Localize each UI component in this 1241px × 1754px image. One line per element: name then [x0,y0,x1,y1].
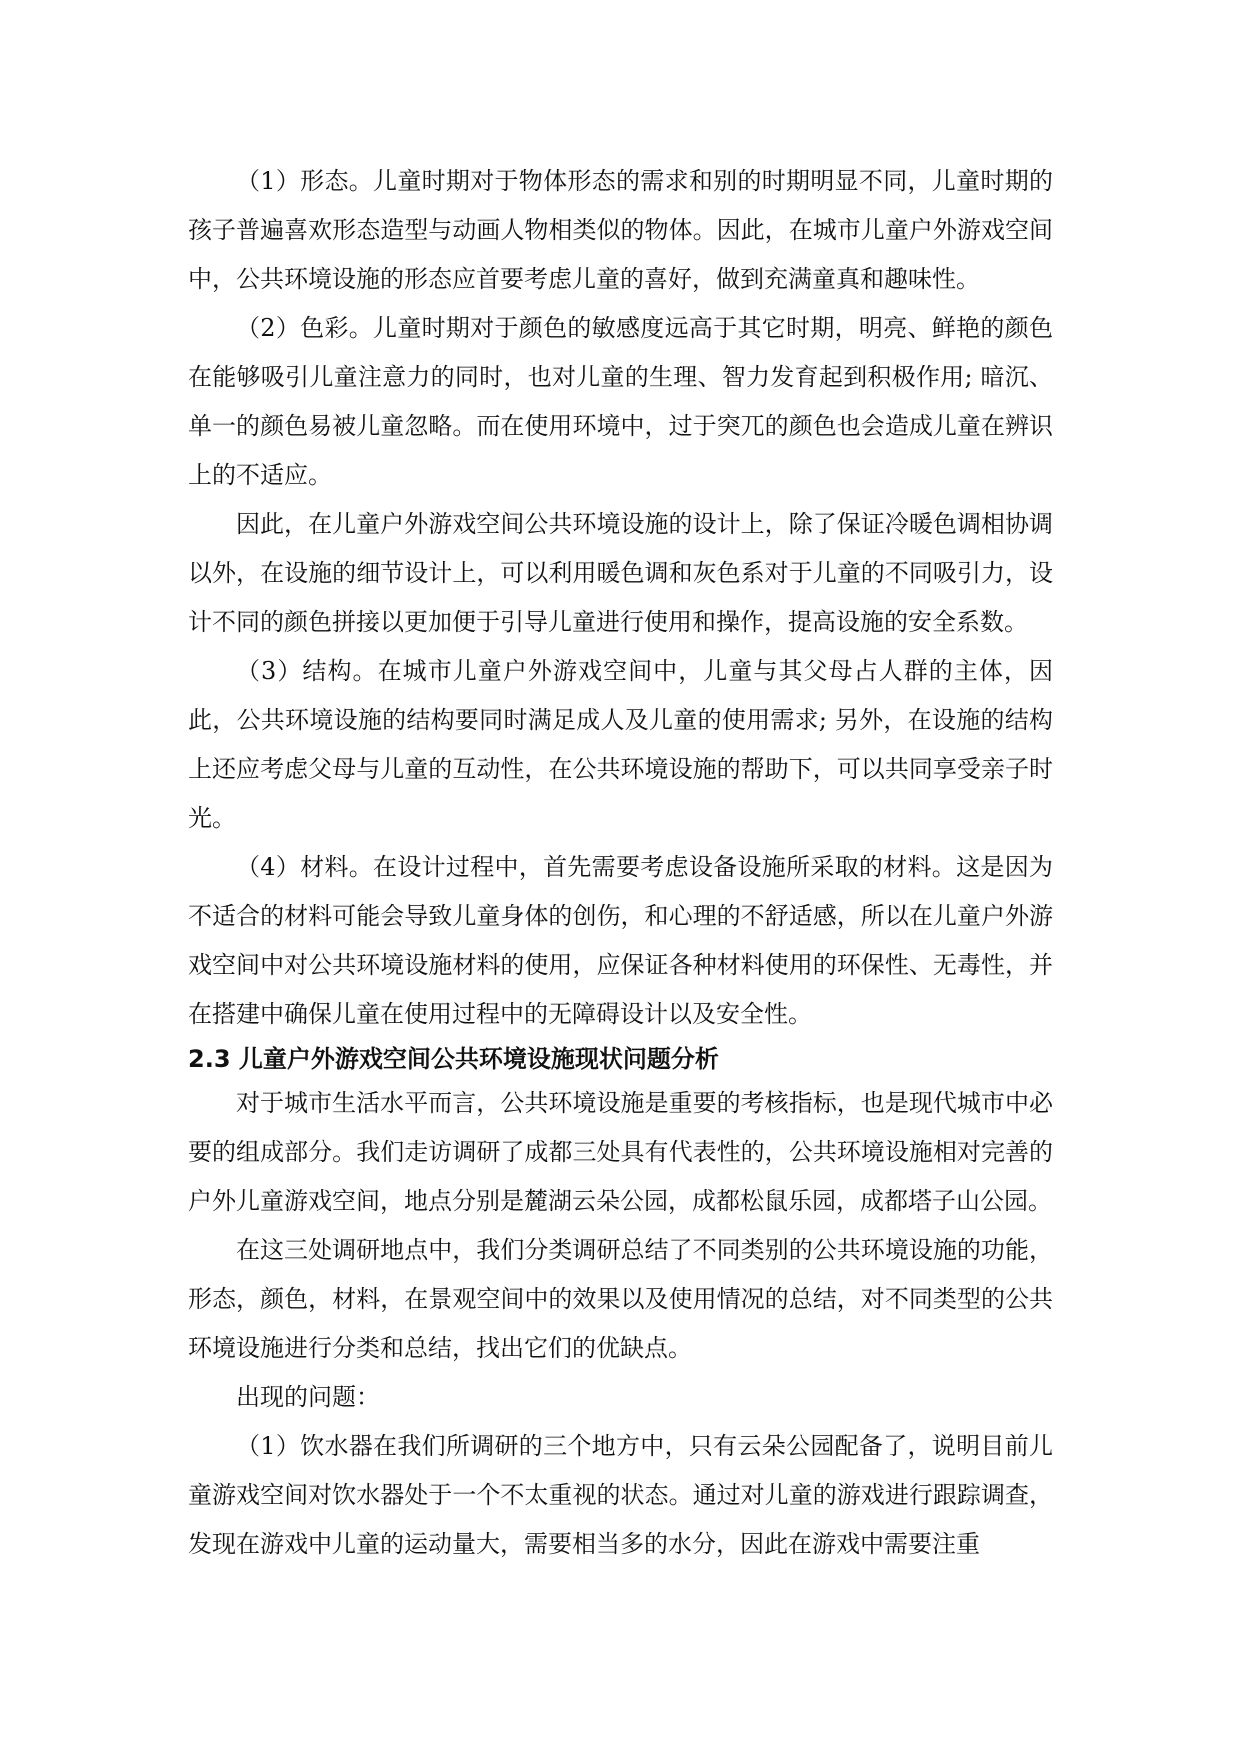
section-heading: 2.3 儿童户外游戏空间公共环境设施现状问题分析 [188,1045,719,1073]
paragraph-color-design: 因此，在儿童户外游戏空间公共环境设施的设计上，除了保证冷暖色调相协调以外，在设施的细节设计上，可以利用暖色调和灰色系对于儿童的不同吸引力，设计不同的颜色拼接以更加便于引导儿童进行使用和操作，提高设施的安全系数。 [188,510,1053,636]
paragraph-structure: （3）结构。在城市儿童户外游戏空间中，儿童与其父母占人群的主体，因此，公共环境设施的结构要同时满足成人及儿童的使用需求; 另外，在设施的结构上还应考虑父母与儿童的互动性，在公共环境设施的帮助下，可以共同享受亲子时光。 [188,657,1053,832]
paragraph-survey-method: 在这三处调研地点中，我们分类调研总结了不同类别的公共环境设施的功能，形态，颜色，材料，在景观空间中的效果以及使用情况的总结，对不同类型的公共环境设施进行分类和总结，找出它们的优缺点。 [188,1236,1053,1362]
paragraph-drinking-fountain: （1）饮水器在我们所调研的三个地方中，只有云朵公园配备了，说明目前儿童游戏空间对饮水器处于一个不太重视的状态。通过对儿童的游戏进行跟踪调查，发现在游戏中儿童的运动量大，需要相当多的水分，因此在游戏中需要注重 [188,1432,1053,1558]
paragraph-problems-label: 出现的问题： [236,1383,380,1411]
paragraph-material: （4）材料。在设计过程中，首先需要考虑设备设施所采取的材料。这是因为不适合的材料可能会导致儿童身体的创伤，和心理的不舒适感，所以在儿童户外游戏空间中对公共环境设施材料的使用，应保证各种材料使用的环保性、无毒性，并在搭建中确保儿童在使用过程中的无障碍设计以及安全性。 [188,853,1053,1028]
document-body [188,157,1053,1569]
paragraph-form: （1）形态。儿童时期对于物体形态的需求和别的时期明显不同，儿童时期的孩子普遍喜欢形态造型与动画人物相类似的物体。因此，在城市儿童户外游戏空间中，公共环境设施的形态应首要考虑儿童的喜好，做到充满童真和趣味性。 [188,167,1053,293]
paragraph-survey-intro: 对于城市生活水平而言，公共环境设施是重要的考核指标，也是现代城市中必要的组成部分。我们走访调研了成都三处具有代表性的，公共环境设施相对完善的户外儿童游戏空间，地点分别是麓湖云朵公园，成都松鼠乐园，成都塔子山公园。 [188,1089,1053,1215]
paragraph-color: （2）色彩。儿童时期对于颜色的敏感度远高于其它时期，明亮、鲜艳的颜色在能够吸引儿童注意力的同时，也对儿童的生理、智力发育起到积极作用; 暗沉、单一的颜色易被儿童忽略。而在使用环境中，过于突兀的颜色也会造成儿童在辨识上的不适应。 [188,314,1053,489]
